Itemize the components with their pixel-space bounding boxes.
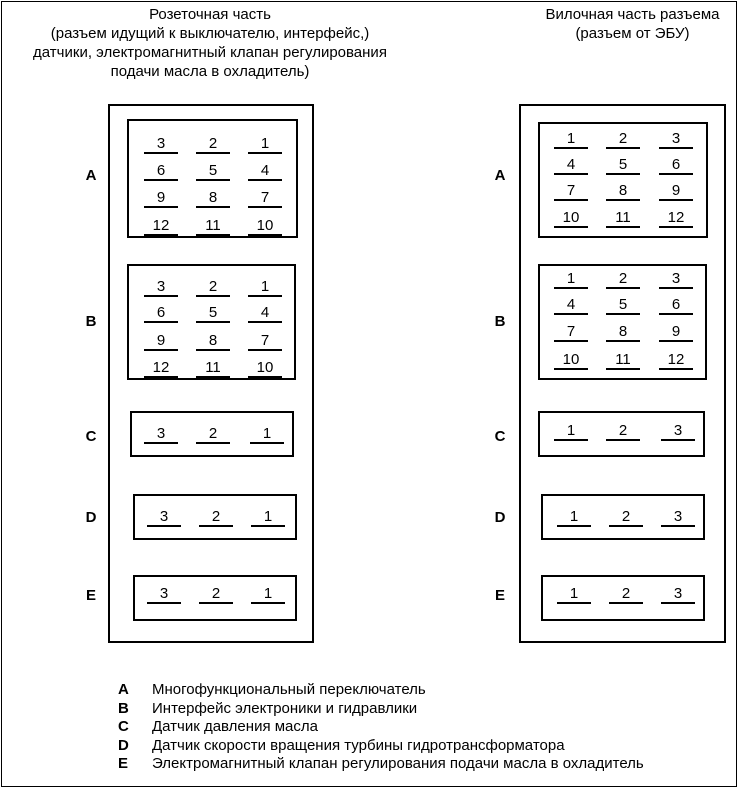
- pin-number: 1: [251, 509, 285, 527]
- socket-connector-label-a: A: [85, 167, 97, 184]
- plug-part-title: [520, 5, 740, 43]
- pin-number: 1: [554, 271, 588, 289]
- pin-number: 3: [147, 586, 181, 604]
- pin-number: 3: [661, 423, 695, 441]
- pin-number: 1: [554, 423, 588, 441]
- pin-number: 3: [661, 586, 695, 604]
- pin-number: 3: [661, 509, 695, 527]
- legend-letter: D: [118, 736, 129, 754]
- pin-number: 4: [248, 305, 282, 323]
- pin-number: 6: [659, 157, 693, 175]
- plug-title-line-2: (разъем от ЭБУ): [575, 25, 690, 42]
- pin-number: 3: [144, 426, 178, 444]
- pin-number: 3: [144, 136, 178, 154]
- pin-number: 5: [196, 305, 230, 323]
- pin-number: 6: [144, 163, 178, 181]
- pin-number: 8: [196, 333, 230, 351]
- socket-connector-label-b: B: [85, 313, 97, 330]
- pin-number: 1: [251, 586, 285, 604]
- pin-number: 2: [606, 271, 640, 289]
- pin-number: 2: [606, 423, 640, 441]
- pin-number: 11: [606, 352, 640, 370]
- pin-number: 5: [606, 157, 640, 175]
- pin-number: 9: [659, 324, 693, 342]
- plug-connector-label-c: C: [494, 428, 506, 445]
- legend-item: [118, 700, 644, 719]
- plug-connector-label-d: D: [494, 509, 506, 526]
- pin-number: 8: [196, 190, 230, 208]
- pin-number: 1: [554, 131, 588, 149]
- pin-number: 10: [554, 352, 588, 370]
- plug-connector-label-a: A: [494, 167, 506, 184]
- pin-number: 8: [606, 324, 640, 342]
- socket-connector-label-e: E: [85, 587, 96, 604]
- legend-item: [118, 681, 644, 700]
- legend-text: Датчик давления масла: [152, 718, 318, 735]
- socket-title-line-2: (разъем идущий к выключателю, интерфейс,): [50, 25, 370, 42]
- pin-number: 11: [196, 218, 230, 236]
- legend-text: Интерфейс электроники и гидравлики: [152, 699, 418, 717]
- plug-connector-label-b: B: [494, 313, 506, 330]
- pin-number: 1: [557, 586, 591, 604]
- pin-number: 2: [609, 509, 643, 527]
- pin-number: 6: [659, 297, 693, 315]
- pin-number: 1: [248, 136, 282, 154]
- pin-number: 2: [196, 136, 230, 154]
- pin-number: 12: [659, 352, 693, 370]
- pin-number: 12: [659, 210, 693, 228]
- pin-number: 12: [144, 218, 178, 236]
- pin-number: 2: [609, 586, 643, 604]
- pin-number: 11: [606, 210, 640, 228]
- pin-number: 3: [659, 271, 693, 289]
- legend-item: [118, 737, 644, 756]
- legend-item: [118, 755, 644, 774]
- socket-title-line-4: подачи масла в охладитель): [110, 63, 310, 80]
- pin-number: 1: [250, 426, 284, 444]
- pin-number: 7: [248, 333, 282, 351]
- pin-number: 9: [659, 183, 693, 201]
- pin-number: 7: [248, 190, 282, 208]
- pin-number: 4: [554, 297, 588, 315]
- pin-number: 9: [144, 190, 178, 208]
- pin-number: 10: [248, 218, 282, 236]
- pin-number: 6: [144, 305, 178, 323]
- socket-part-title: [0, 5, 420, 81]
- pin-number: 2: [199, 586, 233, 604]
- plug-title-line-1: Вилочная часть разъема: [545, 6, 720, 23]
- pin-number: 2: [199, 509, 233, 527]
- pin-number: 9: [144, 333, 178, 351]
- pin-number: 5: [606, 297, 640, 315]
- socket-connector-label-c: C: [85, 428, 97, 445]
- pin-number: 11: [196, 360, 230, 378]
- pin-number: 7: [554, 324, 588, 342]
- legend-letter: A: [118, 681, 129, 698]
- legend-letter: C: [118, 718, 129, 735]
- pin-number: 12: [144, 360, 178, 378]
- pin-number: 5: [196, 163, 230, 181]
- pin-number: 3: [659, 131, 693, 149]
- socket-title-line-1: Розеточная часть: [149, 6, 271, 23]
- legend: [118, 681, 644, 774]
- pin-number: 1: [248, 279, 282, 297]
- pin-number: 8: [606, 183, 640, 201]
- pin-number: 7: [554, 183, 588, 201]
- pin-number: 3: [147, 509, 181, 527]
- legend-item: [118, 718, 644, 737]
- pin-number: 10: [248, 360, 282, 378]
- pin-number: 10: [554, 210, 588, 228]
- pin-number: 2: [196, 279, 230, 297]
- pin-number: 4: [554, 157, 588, 175]
- legend-letter: B: [118, 699, 129, 717]
- pin-number: 4: [248, 163, 282, 181]
- legend-text: Электромагнитный клапан регулирования подачи масла в охладитель: [152, 755, 644, 772]
- plug-connector-label-e: E: [494, 587, 505, 604]
- socket-connector-label-d: D: [85, 509, 97, 526]
- legend-text: Датчик скорости вращения турбины гидротрансформатора: [152, 736, 565, 754]
- pin-number: 3: [144, 279, 178, 297]
- pin-number: 1: [557, 509, 591, 527]
- socket-title-line-3: датчики, электромагнитный клапан регулирования: [33, 44, 387, 61]
- legend-text: Многофункциональный переключатель: [152, 681, 426, 698]
- legend-letter: E: [118, 755, 129, 772]
- pin-number: 2: [196, 426, 230, 444]
- pin-number: 2: [606, 131, 640, 149]
